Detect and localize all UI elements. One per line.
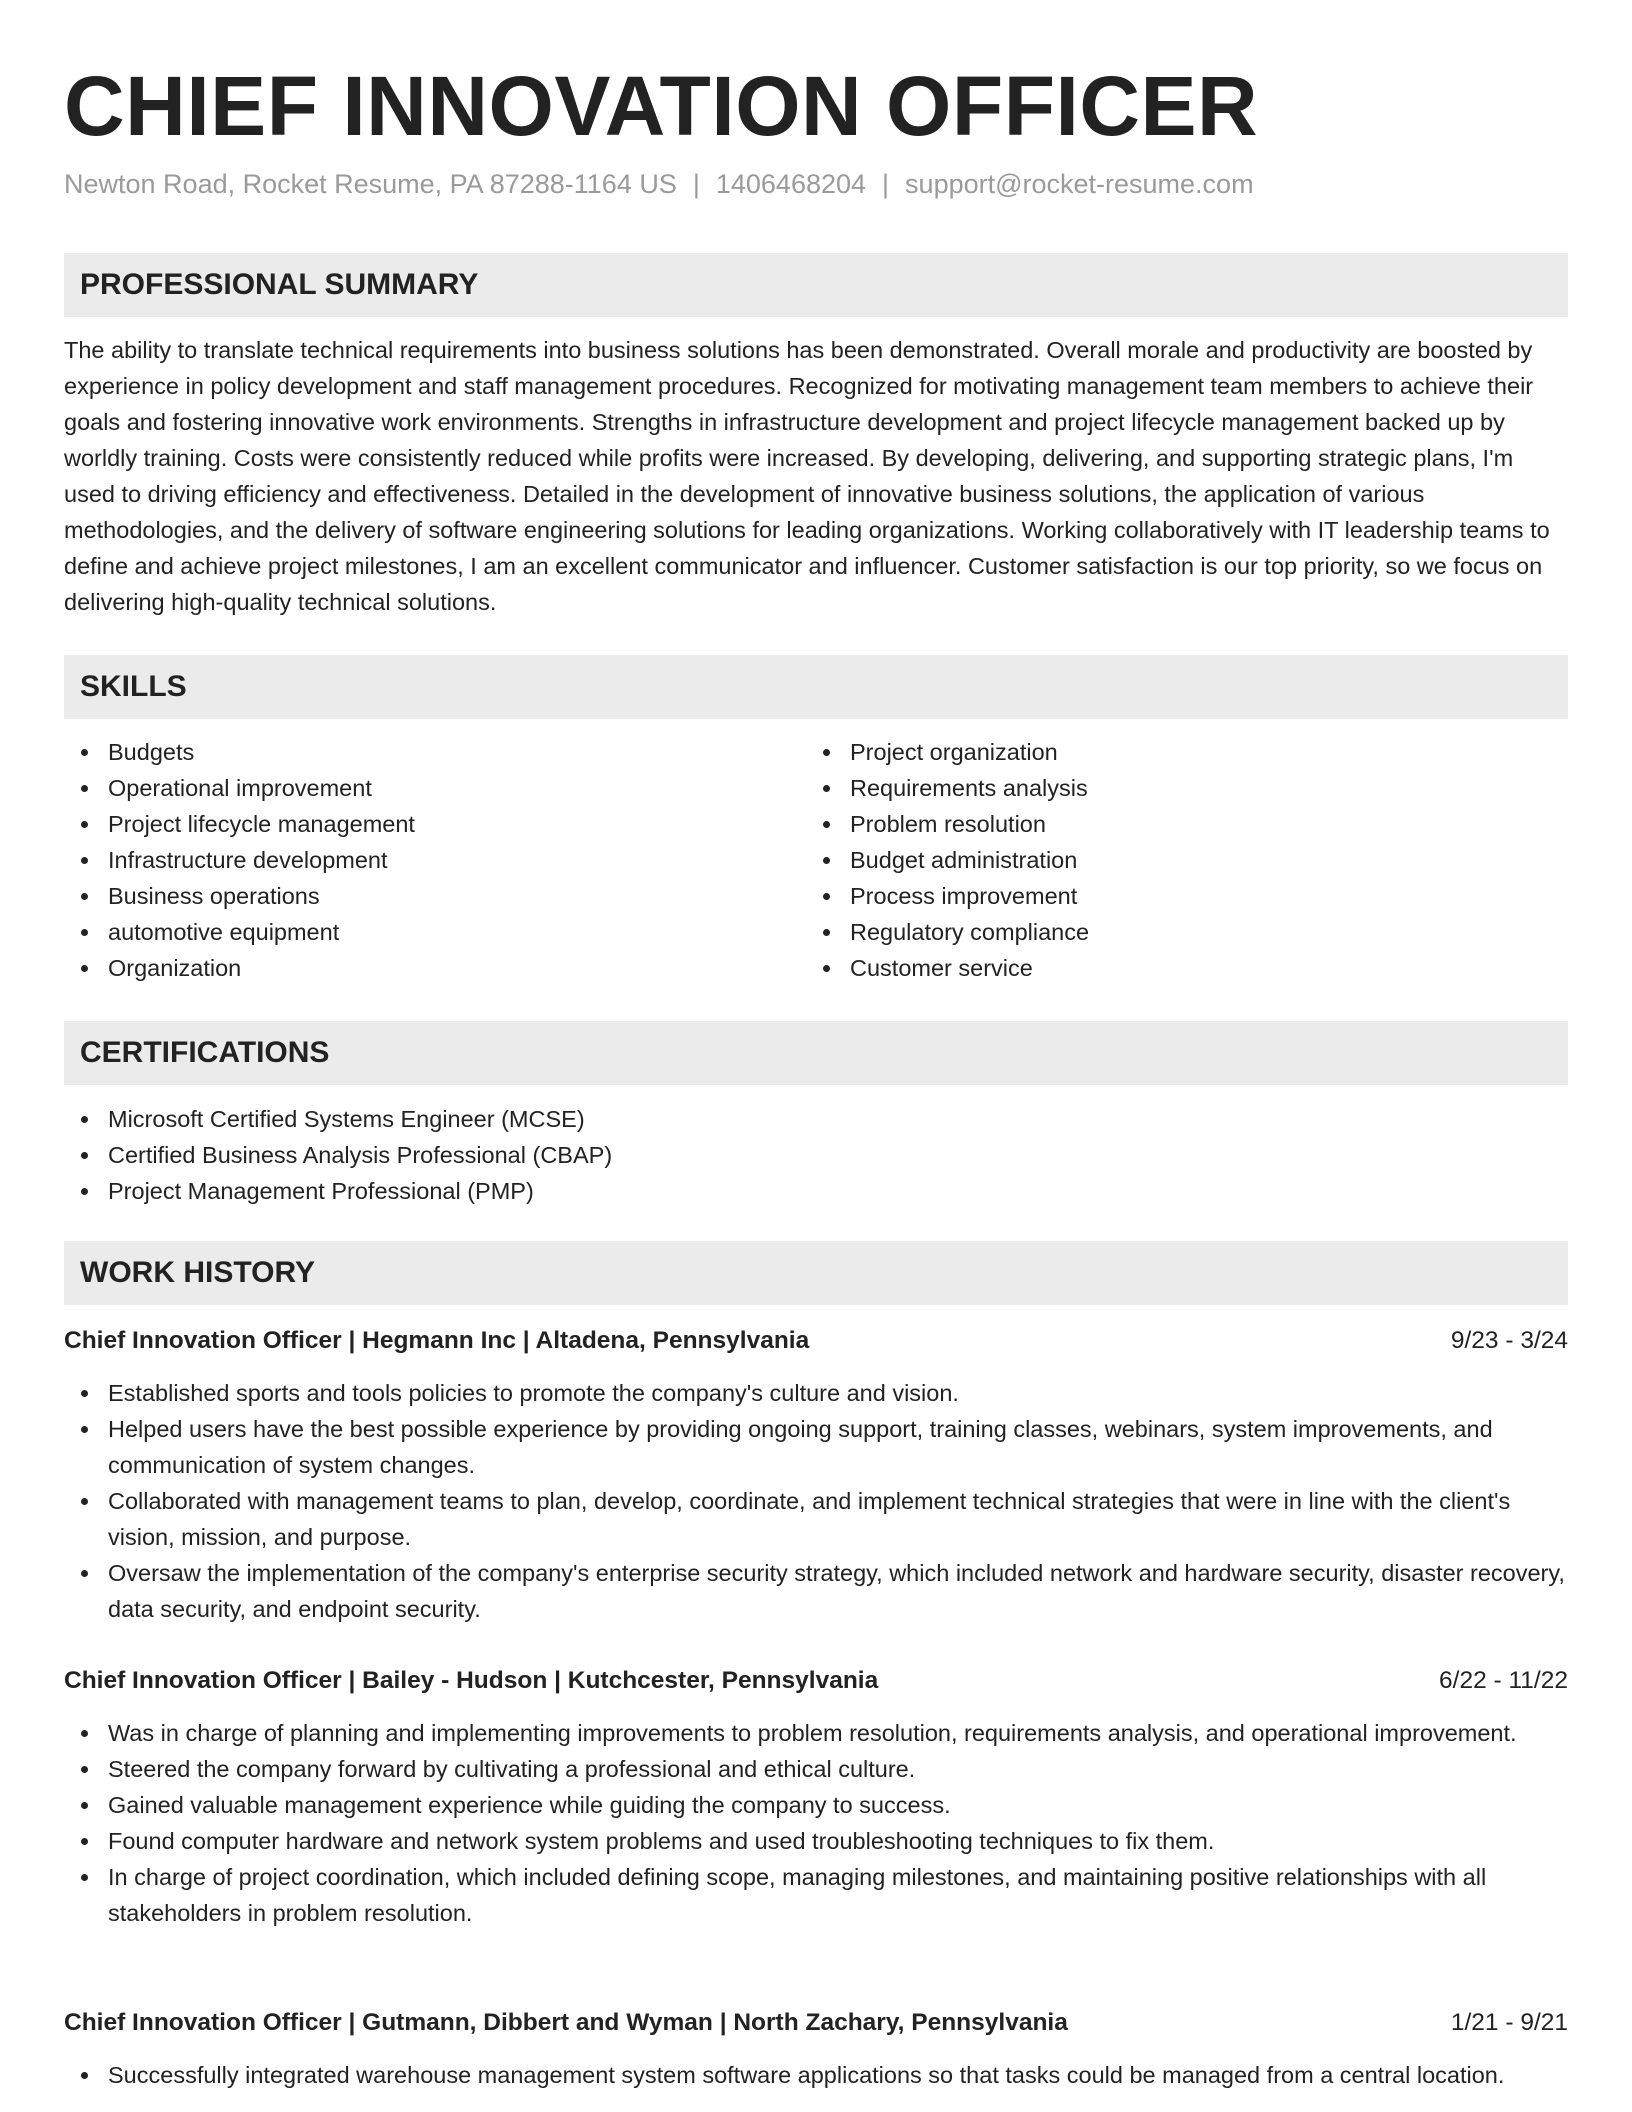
contact-separator: | bbox=[882, 169, 890, 199]
skill-item: Requirements analysis bbox=[806, 770, 1546, 806]
job-bullets bbox=[64, 2057, 1568, 2093]
skill-item: Budgets bbox=[64, 734, 804, 770]
contact-line bbox=[64, 164, 1254, 204]
job-bullet: Was in charge of planning and implementing improvements to problem resolution, requirements analysis, and operational improvement. bbox=[64, 1715, 1568, 1751]
skill-item: Regulatory compliance bbox=[806, 914, 1546, 950]
job-bullet: Steered the company forward by cultivating a professional and ethical culture. bbox=[64, 1751, 1568, 1787]
skill-item: Customer service bbox=[806, 950, 1546, 986]
job-dates: 6/22 - 11/22 bbox=[1439, 1667, 1568, 1694]
job-bullet: Collaborated with management teams to plan, develop, coordinate, and implement technical strategies that were in line with the client's vision, mission, and purpose. bbox=[64, 1483, 1568, 1555]
skill-item: Project organization bbox=[806, 734, 1546, 770]
section-header-skills: SKILLS bbox=[64, 655, 1568, 719]
job-bullet: Successfully integrated warehouse management system software applications so that tasks could be managed from a central location. bbox=[64, 2057, 1568, 2093]
contact-separator: | bbox=[692, 169, 700, 199]
certifications-list bbox=[64, 1101, 1568, 1209]
job-bullet: In charge of project coordination, which included defining scope, managing milestones, and maintaining positive relationships with all stakeholders in problem resolution. bbox=[64, 1859, 1568, 1931]
contact-phone: 1406468204 bbox=[715, 169, 867, 199]
skill-item: Operational improvement bbox=[64, 770, 804, 806]
section-header-summary: PROFESSIONAL SUMMARY bbox=[64, 253, 1568, 317]
job-bullet: Helped users have the best possible experience by providing ongoing support, training classes, webinars, system improvements, and communication of system changes. bbox=[64, 1411, 1568, 1483]
certification-item: Certified Business Analysis Professional (CBAP) bbox=[64, 1137, 1568, 1173]
job-bullets bbox=[64, 1375, 1568, 1627]
job-bullet: Gained valuable management experience while guiding the company to success. bbox=[64, 1787, 1568, 1823]
job-bullets bbox=[64, 1715, 1568, 1931]
skill-item: Infrastructure development bbox=[64, 842, 804, 878]
certification-item: Microsoft Certified Systems Engineer (MCSE) bbox=[64, 1101, 1568, 1137]
job-bullet: Oversaw the implementation of the company's enterprise security strategy, which included network and hardware security, disaster recovery, data security, and endpoint security. bbox=[64, 1555, 1568, 1627]
certification-item: Project Management Professional (PMP) bbox=[64, 1173, 1568, 1209]
skill-item: automotive equipment bbox=[64, 914, 804, 950]
skill-item: Organization bbox=[64, 950, 804, 986]
job-bullet: Found computer hardware and network system problems and used troubleshooting techniques to fix them. bbox=[64, 1823, 1568, 1859]
summary-text: The ability to translate technical requirements into business solutions has been demonstrated. Overall morale and productivity are boosted by experience in policy development and staff management procedures. Recognized for motivating management team members to achieve their goals and fostering innovative work environments. Strengths in infrastructure development and project lifecycle management backed up by worldly training. Costs were consistently reduced while profits were increased. By developing, delivering, and supporting strategic plans, I'm used to driving efficiency and effectiveness. Detailed in the development of innovative business solutions, the application of various methodologies, and the delivery of software engineering solutions for leading organizations. Working collaboratively with IT leadership teams to define and achieve project milestones, I am an excellent communicator and influencer. Customer satisfaction is our top priority, so we focus on delivering high-quality technical solutions. bbox=[64, 337, 1550, 615]
resume-title: CHIEF INNOVATION OFFICER bbox=[64, 59, 1259, 153]
job-dates: 9/23 - 3/24 bbox=[1450, 1327, 1568, 1354]
skill-item: Project lifecycle management bbox=[64, 806, 804, 842]
job-title: Chief Innovation Officer | Hegmann Inc | Altadena, Pennsylvania bbox=[64, 1327, 810, 1354]
skill-item: Business operations bbox=[64, 878, 804, 914]
section-header-certifications: CERTIFICATIONS bbox=[64, 1021, 1568, 1085]
job-bullet: Established sports and tools policies to promote the company's culture and vision. bbox=[64, 1375, 1568, 1411]
job-dates: 1/21 - 9/21 bbox=[1450, 2009, 1568, 2036]
skill-item: Problem resolution bbox=[806, 806, 1546, 842]
contact-address: Newton Road, Rocket Resume, PA 87288-1164 US bbox=[64, 169, 677, 199]
skills-list-right bbox=[806, 734, 1546, 986]
job-title: Chief Innovation Officer | Gutmann, Dibbert and Wyman | North Zachary, Pennsylvania bbox=[64, 2009, 1068, 2036]
skills-list-left bbox=[64, 734, 804, 986]
job-title: Chief Innovation Officer | Bailey - Hudson | Kutchcester, Pennsylvania bbox=[64, 1667, 879, 1694]
skill-item: Budget administration bbox=[806, 842, 1546, 878]
skill-item: Process improvement bbox=[806, 878, 1546, 914]
contact-email: support@rocket-resume.com bbox=[905, 169, 1254, 199]
section-header-work-history: WORK HISTORY bbox=[64, 1241, 1568, 1305]
